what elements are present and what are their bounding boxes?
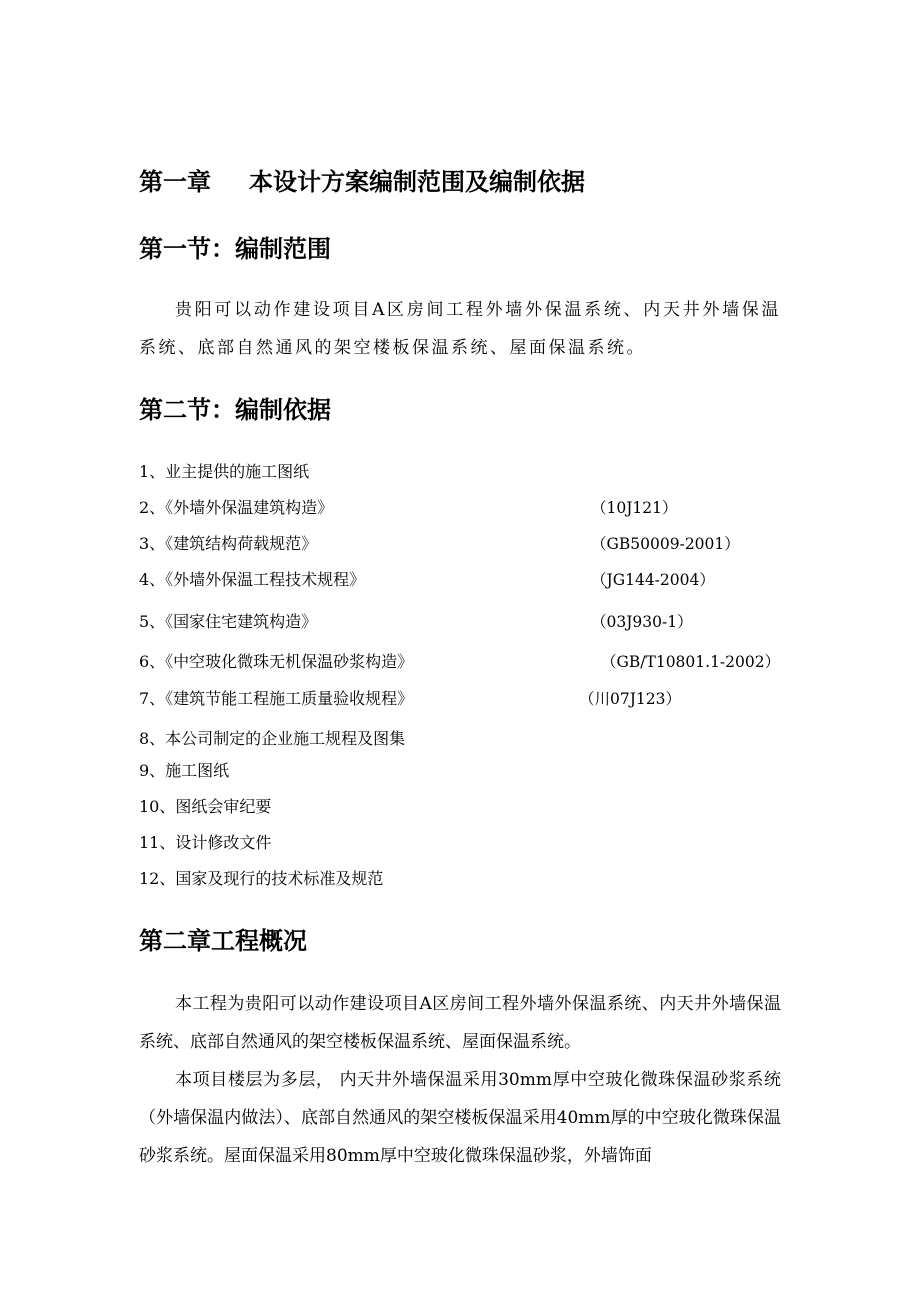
section-1-paragraph: 贵阳可以动作建设项目A区房间工程外墙外保温系统、内天井外墙保温系统、底部自然通风的架空楼板保温系统、屋面保温系统。 (139, 300, 781, 358)
chapter-1-label: 第一章 (139, 168, 211, 196)
reference-text: 3、《建筑结构荷载规范》 (139, 534, 318, 553)
reference-item-4 (139, 568, 839, 592)
chapter-2-paragraph-2: 本项目楼层为多层， 内天井外墙保温采用30mm厚中空玻化微珠保温砂浆系统（外墙保温内做法）、底部自然通风的架空楼板保温采用40mm厚的中空玻化微珠保温砂浆系统。屋面保温采用80mm厚中空玻化微珠保温砂浆，外墙饰面 (139, 1070, 781, 1166)
reference-item-7 (139, 687, 839, 711)
chapter-1-heading (139, 167, 585, 197)
reference-item-9 (139, 759, 839, 783)
reference-item-6 (139, 650, 839, 674)
chapter-2-heading: 第二章工程概况 (139, 927, 307, 955)
reference-text: 7、《建筑节能工程施工质量验收规程》 (139, 689, 414, 708)
section-2-heading: 第二节：编制依据 (139, 396, 331, 424)
reference-code: （10J121） (591, 499, 678, 517)
reference-code: （GB/T10801.1-2002） (601, 653, 781, 671)
chapter-2-paragraph-1: 本工程为贵阳可以动作建设项目A区房间工程外墙外保温系统、内天井外墙保温系统、底部自然通风的架空楼板保温系统、屋面保温系统。 (139, 994, 781, 1052)
reference-item-11 (139, 831, 839, 855)
reference-text: 6、《中空玻化微珠无机保温砂浆构造》 (139, 652, 414, 671)
reference-code: （GB50009-2001） (591, 535, 740, 553)
section-1-heading: 第一节：编制范围 (139, 235, 331, 263)
reference-text: 5、《国家住宅建筑构造》 (139, 612, 318, 631)
reference-text: 2、《外墙外保温建筑构造》 (139, 498, 334, 517)
reference-text: 9、施工图纸 (139, 761, 230, 780)
reference-text: 12、国家及现行的技术标准及规范 (139, 869, 384, 888)
reference-text: 8、本公司制定的企业施工规程及图集 (139, 729, 406, 748)
reference-item-8 (139, 727, 839, 751)
reference-code: （川07J123） (579, 690, 682, 708)
reference-item-10 (139, 795, 839, 819)
reference-item-1 (139, 460, 839, 484)
reference-item-3 (139, 532, 839, 556)
reference-item-12 (139, 867, 839, 891)
reference-text: 4、《外墙外保温工程技术规程》 (139, 570, 366, 589)
reference-text: 11、设计修改文件 (139, 833, 272, 852)
chapter-1-title: 本设计方案编制范围及编制依据 (249, 168, 585, 196)
reference-text: 10、图纸会审纪要 (139, 797, 272, 816)
reference-text: 1、业主提供的施工图纸 (139, 462, 310, 481)
reference-code: （03J930-1） (591, 613, 693, 631)
reference-item-2 (139, 496, 839, 520)
reference-item-5 (139, 610, 839, 634)
reference-code: （JG144-2004） (591, 571, 715, 589)
